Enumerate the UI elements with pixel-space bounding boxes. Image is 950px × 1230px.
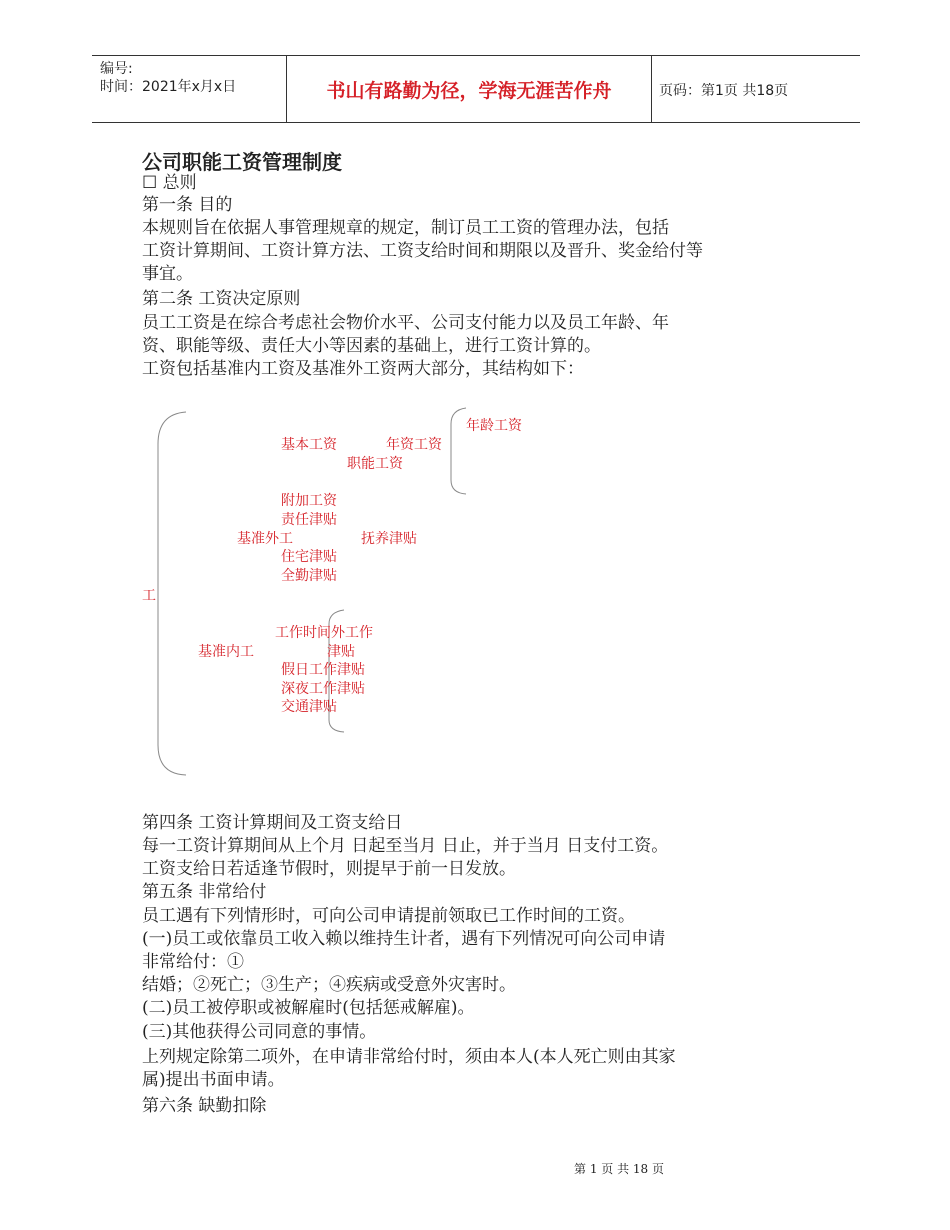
article-5-text: 上列规定除第二项外，在申请非常给付时，须由本人(本人死亡则由其家 [142, 1047, 676, 1067]
article-2-text: 资、职能等级、责任大小等因素的基础上，进行工资计算的。 [142, 336, 601, 356]
time-label: 时间：2021年x月x日 [100, 79, 237, 95]
age-pay-label: 年龄工资 [466, 418, 522, 434]
basic-pay-label: 基本工资 [281, 437, 337, 453]
article-2-heading: 第二条 工资决定原则 [142, 289, 301, 309]
article-5-text: 员工遇有下列情形时，可向公司申请提前领取已工作时间的工资。 [142, 906, 635, 926]
function-pay-label: 职能工资 [347, 456, 403, 472]
article-4-text: 每一工资计算期间从上个月 日起至当月 日止，并于当月 日支付工资。 [142, 836, 669, 856]
page-footer: 第 1 页 共 18 页 [574, 1162, 664, 1176]
article-5-text: (一)员工或依靠员工收入赖以维持生计者，遇有下列情况可向公司申请 [142, 929, 666, 949]
section-general: ☐ 总则 [142, 173, 197, 193]
overtime-allowance-label-2: 津贴 [327, 644, 355, 660]
article-5-text: (二)员工被停职或被解雇时(包括惩戒解雇)。 [142, 998, 475, 1018]
article-5-text: 非常给付：① [142, 952, 244, 972]
header-page-info: 页码：第1页 共18页 [659, 83, 789, 99]
article-1-text: 工资计算期间、工资计算方法、工资支给时间和期限以及晋升、奖金给付等 [142, 241, 703, 261]
housing-allowance-label: 住宅津贴 [281, 549, 337, 565]
article-6-heading: 第六条 缺勤扣除 [142, 1096, 267, 1116]
overtime-allowance-label: 工作时间外工作 [275, 625, 373, 641]
article-5-text: 属)提出书面申请。 [142, 1070, 285, 1090]
night-allowance-label: 深夜工作津贴 [281, 681, 365, 697]
article-1-text: 本规则旨在依据人事管理规章的规定，制订员工工资的管理办法，包括 [142, 218, 669, 238]
inside-base-label: 基准内工 [198, 644, 254, 660]
attendance-allowance-label: 全勤津贴 [281, 568, 337, 584]
support-allowance-label: 抚养津贴 [361, 531, 417, 547]
article-2-text: 员工工资是在综合考虑社会物价水平、公司支付能力以及员工年龄、年 [142, 313, 669, 333]
responsibility-allowance-label: 责任津贴 [281, 512, 337, 528]
article-5-text: (三)其他获得公司同意的事情。 [142, 1022, 377, 1042]
document-title: 公司职能工资管理制度 [142, 150, 342, 174]
holiday-allowance-label: 假日工作津贴 [281, 662, 365, 678]
article-2-text: 工资包括基准内工资及基准外工资两大部分，其结构如下： [142, 359, 584, 379]
additional-pay-label: 附加工资 [281, 493, 337, 509]
header-motto: 书山有路勤为径，学海无涯苦作舟 [287, 56, 652, 122]
article-4-text: 工资支给日若适逢节假时，则提早于前一日发放。 [142, 859, 516, 879]
outside-base-label: 基准外工 [237, 531, 293, 547]
article-1-text: 事宜。 [142, 264, 193, 284]
number-label: 编号: [100, 61, 133, 77]
article-5-heading: 第五条 非常给付 [142, 882, 267, 902]
seniority-pay-label: 年资工资 [386, 437, 442, 453]
article-5-text: 结婚；②死亡；③生产；④疾病或受意外灾害时。 [142, 975, 516, 995]
article-1-heading: 第一条 目的 [142, 195, 233, 215]
article-4-heading: 第四条 工资计算期间及工资支给日 [142, 813, 403, 833]
pay-root-label: 工 [142, 588, 156, 604]
transport-allowance-label: 交通津贴 [281, 699, 337, 715]
